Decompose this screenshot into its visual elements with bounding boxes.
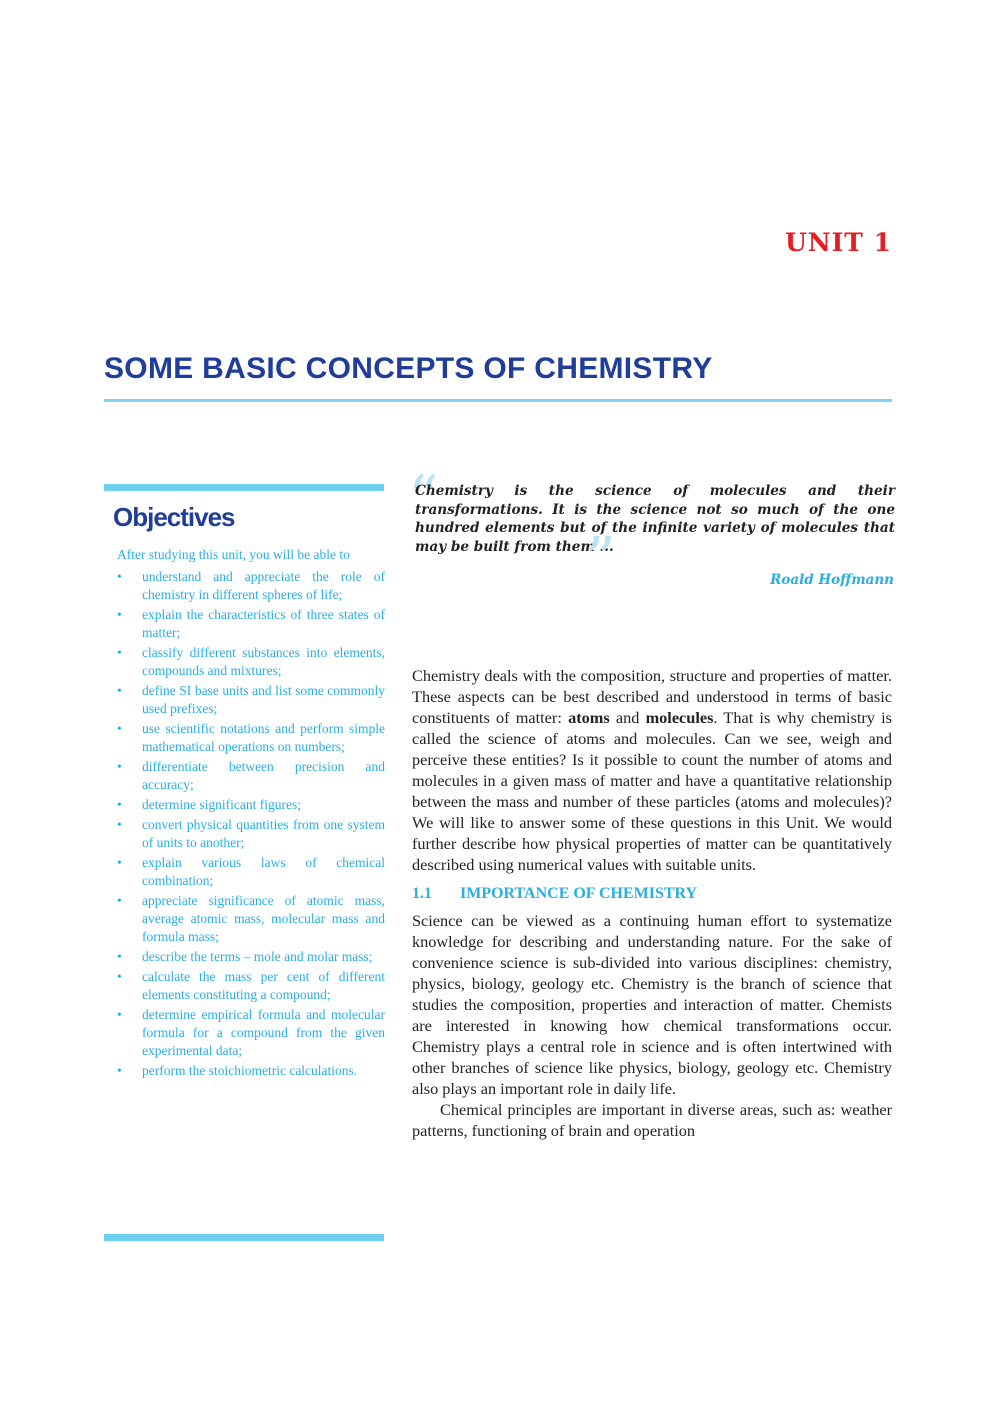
objective-text: calculate the mass per cent of different elements constituting a compound;: [142, 969, 385, 1002]
bullet-icon: •: [117, 797, 122, 812]
objective-text: differentiate between precision and accuracy;: [142, 759, 385, 792]
objectives-panel: [117, 546, 385, 1082]
bullet-icon: •: [117, 569, 122, 584]
objective-text: explain the characteristics of three states of matter;: [142, 607, 385, 640]
objective-text: convert physical quantities from one system of units to another;: [142, 817, 385, 850]
objective-text: determine empirical formula and molecular formula for a compound from the given experimental data;: [142, 1007, 385, 1058]
section-paragraph: Chemical principles are important in diverse areas, such as: weather patterns, functioning of brain and operation: [412, 1100, 892, 1140]
section-title: IMPORTANCE OF CHEMISTRY: [460, 885, 698, 902]
bullet-icon: •: [117, 969, 122, 984]
bullet-icon: •: [117, 683, 122, 698]
epigraph-quote: Chemistry is the science of molecules and their transformations. It is the science not so much of the one hundred elements but of the infinite variety of molecules that may be built from them ...: [415, 483, 895, 555]
bullet-icon: •: [117, 949, 122, 964]
objective-text: understand and appreciate the role of chemistry in different spheres of life;: [142, 569, 385, 602]
unit-label: UNIT 1: [784, 228, 892, 257]
objective-item: [117, 968, 385, 1004]
objectives-bottom-bar: [104, 1234, 384, 1241]
main-text-column: [412, 665, 892, 1141]
objective-item: [117, 854, 385, 890]
bullet-icon: •: [117, 855, 122, 870]
objective-text: use scientific notations and perform simple mathematical operations on numbers;: [142, 721, 385, 754]
bullet-icon: •: [117, 1063, 122, 1078]
objective-item: [117, 606, 385, 642]
objective-item: [117, 682, 385, 718]
open-quote-mark: “: [408, 463, 439, 533]
term-atoms: atoms: [568, 708, 610, 727]
objective-item: [117, 816, 385, 852]
objective-item: [117, 948, 385, 966]
title-divider: [104, 399, 892, 402]
objective-item: [117, 644, 385, 680]
bullet-icon: •: [117, 607, 122, 622]
intro-paragraph: Chemistry deals with the composition, structure and properties of matter. These aspects can be best described and understood in terms of basic constituents of matter: atoms and molecules. That is why chemistry is called the science of atoms and molecules. Can we see, weigh and perceive these entities? Is it possible to count the number of atoms and molecules in a given mass of matter and have a quantitative relationship between the mass and number of these particles (atoms and molecules)? We will like to answer some of these questions in this Unit. We would further describe how physical properties of matter can be quantitatively described using numerical values with suitable units.: [412, 666, 892, 874]
objective-text: perform the stoichiometric calculations.: [142, 1063, 358, 1078]
objectives-intro: After studying this unit, you will be able to: [117, 547, 350, 562]
objective-text: explain various laws of chemical combination;: [142, 855, 385, 888]
bullet-icon: •: [117, 645, 122, 660]
objective-text: appreciate significance of atomic mass, average atomic mass, molecular mass and formula mass;: [142, 893, 385, 944]
objective-item: [117, 892, 385, 946]
bullet-icon: •: [117, 817, 122, 832]
term-molecules: molecules: [645, 708, 714, 727]
objectives-heading: Objectives: [113, 502, 235, 532]
objectives-top-bar: [104, 484, 384, 491]
section-heading: [412, 883, 892, 904]
bullet-icon: •: [117, 893, 122, 908]
objective-item: [117, 1006, 385, 1060]
section-paragraph: Science can be viewed as a continuing human effort to systematize knowledge for describing and understanding nature. For the sake of convenience science is sub-divided into various disciplines: chemistry, physics, biology, geology etc. Chemistry is the branch of science that studies the composition, properties and interaction of matter. Chemists are interested in knowing how chemical transformations occur. Chemistry plays a central role in science and is often intertwined with other branches of science like physics, biology, geology etc. Chemistry also plays an important role in daily life.: [412, 911, 892, 1098]
objectives-list: [117, 568, 385, 1080]
objective-text: define SI base units and list some commonly used prefixes;: [142, 683, 385, 716]
objective-text: describe the terms – mole and molar mass;: [142, 949, 373, 964]
objective-item: [117, 568, 385, 604]
objective-item: [117, 758, 385, 794]
quote-author: Roald Hoffmann: [770, 572, 894, 588]
bullet-icon: •: [117, 721, 122, 736]
objective-item: [117, 720, 385, 756]
bullet-icon: •: [117, 759, 122, 774]
objective-item: [117, 1062, 385, 1080]
bullet-icon: •: [117, 1007, 122, 1022]
objective-text: classify different substances into elements, compounds and mixtures;: [142, 645, 385, 678]
chapter-title: SOME BASIC CONCEPTS OF CHEMISTRY: [104, 352, 713, 385]
objective-item: [117, 796, 385, 814]
objective-text: determine significant figures;: [142, 797, 301, 812]
close-quote-mark: ”: [585, 525, 616, 595]
section-number: 1.1: [412, 885, 432, 902]
